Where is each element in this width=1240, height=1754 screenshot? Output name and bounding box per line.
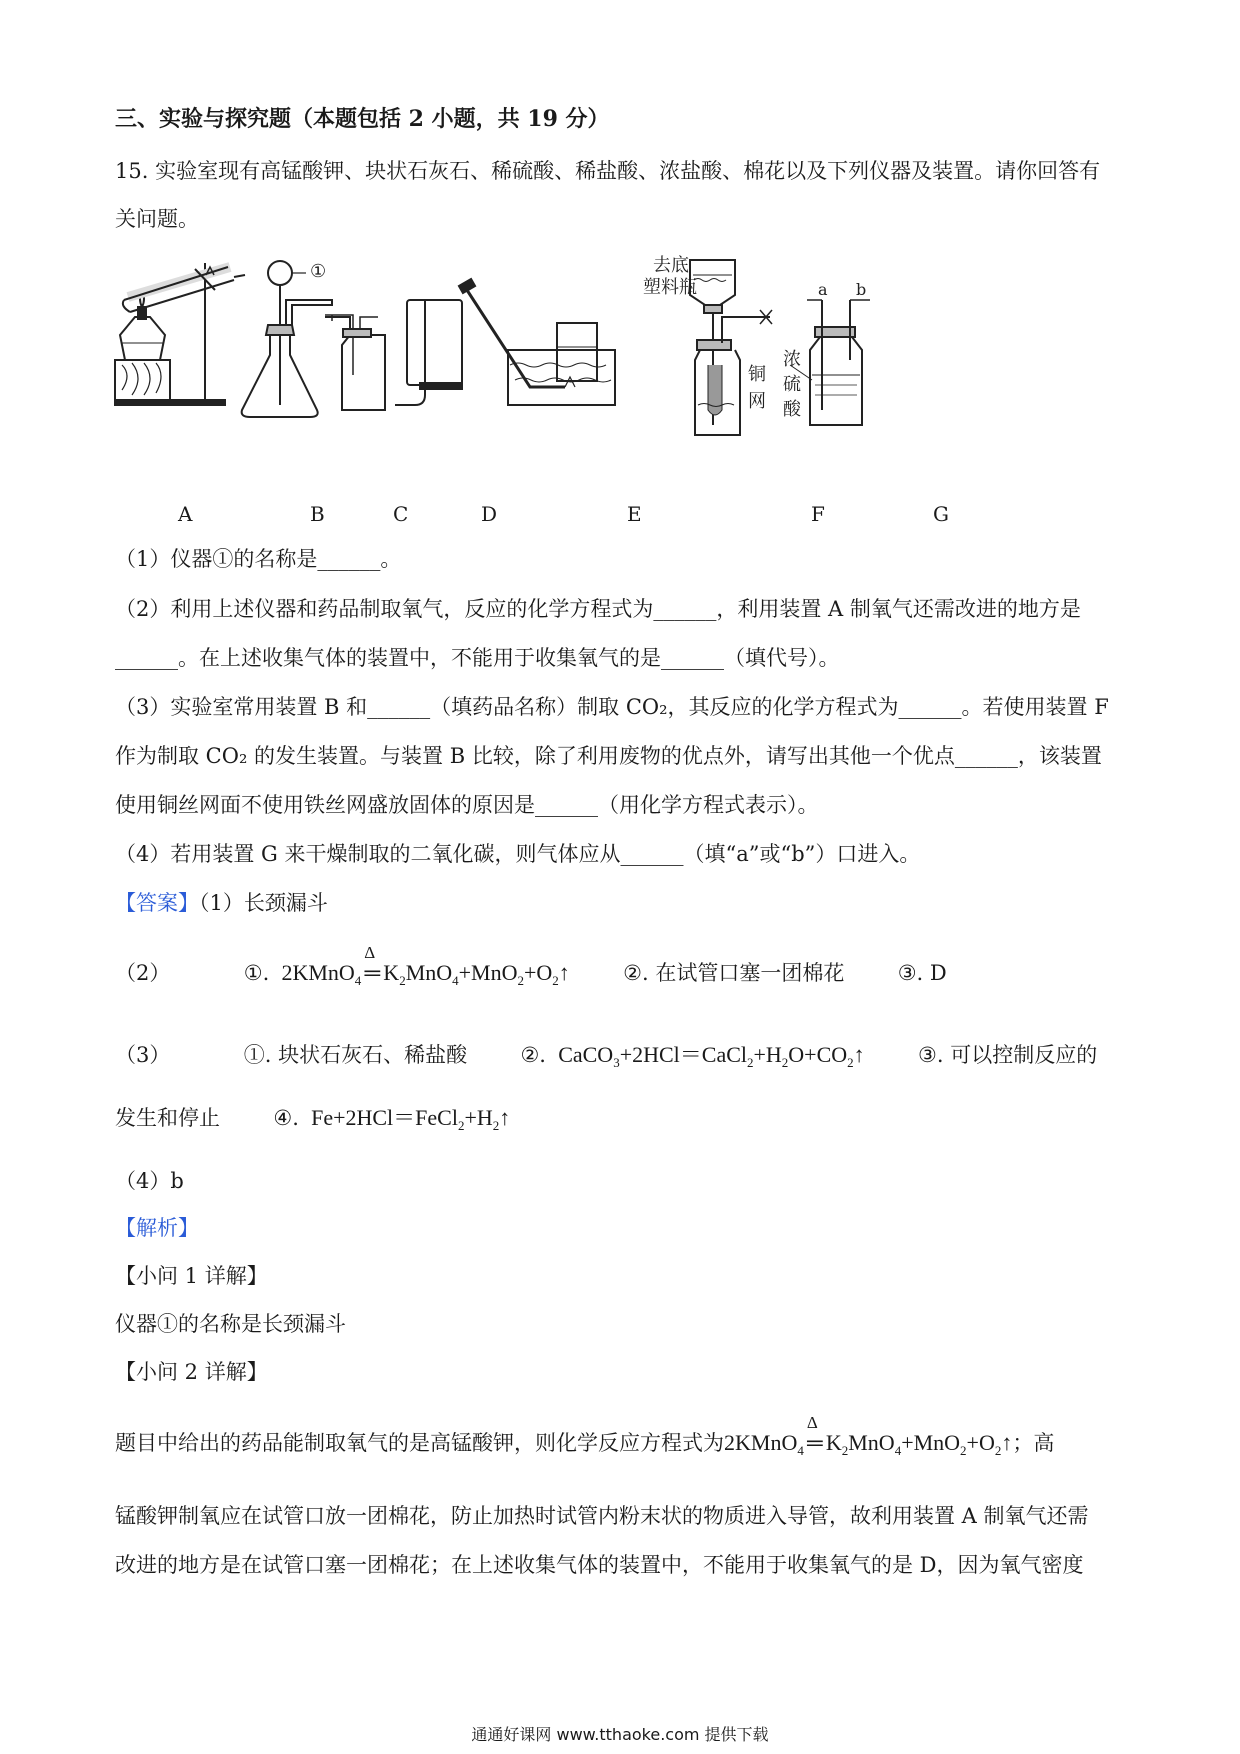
answer-2-prefix: （2） [115, 961, 171, 985]
apparatus-d [395, 300, 462, 405]
analysis-heading-2: 【小问 2 详解】 [115, 1360, 268, 1384]
analysis-p2-pre: 题目中给出的药品能制取氧气的是高锰酸钾，则化学反应方程式为 [115, 1431, 724, 1455]
g-port-b: b [856, 280, 867, 299]
answer-line1 [115, 890, 328, 916]
sub-question-2-line1: （2）利用上述仪器和药品制取氧气，反应的化学方程式为______，利用装置 A 制氧气还需改进的地方是 [115, 597, 1081, 621]
answer-tag: 【答案】 [115, 891, 199, 915]
figure-label-a: A [178, 502, 193, 526]
f-side-label-2: 网 [748, 391, 766, 412]
page-footer: 通通好课网 www.tthaoke.com 提供下载 [471, 1725, 769, 1744]
g-side-label-1: 浓 [783, 349, 801, 370]
answer-3-continuation: 发生和停止 [115, 1106, 220, 1130]
f-label-top-1: 去底 [653, 255, 689, 276]
question-stem-line2: 关问题。 [115, 207, 199, 231]
kmno4-equation: 2KMnO$_4$ Δ ═ $K_2MnO_4+MnO_2+O_2↑$ [275, 943, 570, 988]
answer-3-marker-2: ②. [520, 1043, 546, 1067]
analysis-p2-post: ；高 [1012, 1431, 1055, 1455]
g-port-a: a [818, 280, 828, 299]
analysis-paragraph-2-line3: 改进的地方是在试管口塞一团棉花；在上述收集气体的装置中，不能用于收集氧气的是 D，因为氧气密度 [115, 1553, 1084, 1577]
answer-3-prefix: （3） [115, 1043, 171, 1067]
g-side-label-3: 酸 [783, 399, 801, 420]
analysis-paragraph-1: 仪器①的名称是长颈漏斗 [115, 1312, 346, 1336]
figure-label-d: D [481, 502, 498, 526]
answer-4: （4）b [115, 1169, 184, 1193]
analysis-paragraph-2-line1 [115, 1413, 1055, 1464]
g-side-label-2: 硫 [783, 374, 801, 395]
sub-question-3-line1: （3）实验室常用装置 B 和______（填药品名称）制取 CO₂，其反应的化学方程式为______。若使用装置 F [115, 695, 1109, 719]
answer-line4 [115, 1105, 510, 1139]
apparatus-e [459, 279, 615, 405]
answer-2-marker-3: ③. D [897, 961, 947, 985]
answer-3-marker-3: ③. 可以控制反应的 [918, 1043, 1098, 1067]
question-stem-line1: 15. 实验室现有高锰酸钾、块状石灰石、稀硫酸、稀盐酸、浓盐酸、棉花以及下列仪器及装置。请你回答有 [115, 159, 1101, 183]
analysis-heading-1: 【小问 1 详解】 [115, 1264, 268, 1288]
answer-1: （1）长颈漏斗 [199, 891, 328, 915]
answer-2-marker-2: ②. 在试管口塞一团棉花 [623, 961, 845, 985]
figure-label-c: C [393, 502, 409, 526]
sub-question-4: （4）若用装置 G 来干燥制取的二氧化碳，则气体应从______（填“a”或“b”）口进入。 [115, 842, 921, 866]
caco3-equation: $CaCO_3+2HCl=CaCl_2+H_2O+CO_2↑$ [552, 1042, 865, 1070]
circle-one-label: ① [310, 261, 327, 282]
apparatus-figure [110, 255, 990, 485]
sub-question-2-line2: ______。在上述收集气体的装置中，不能用于收集氧气的是______（填代号）。 [115, 646, 840, 670]
figure-label-b: B [310, 502, 325, 526]
section-title: 三、实验与探究题（本题包括 2 小题，共 19 分） [115, 106, 610, 132]
apparatus-a [115, 263, 245, 405]
apparatus-c [325, 315, 385, 410]
analysis-paragraph-2-line2: 锰酸钾制氧应在试管口放一团棉花，防止加热时试管内粉末状的物质进入导管，故利用装置 A 制氧气还需 [115, 1504, 1089, 1528]
apparatus-g [790, 300, 870, 425]
f-side-label-1: 铜 [748, 364, 766, 385]
f-label-top-2: 塑料瓶 [643, 277, 697, 298]
figure-label-e: E [627, 502, 642, 526]
sub-question-1: （1）仪器①的名称是______。 [115, 547, 402, 571]
answer-3-marker-1: ①. 块状石灰石、稀盐酸 [243, 1043, 468, 1067]
apparatus-b [242, 261, 332, 417]
fe-equation: $Fe+2HCl=FeCl_2+H_2↑$ [305, 1105, 511, 1133]
figure-label-g: G [933, 502, 949, 526]
answer-3-marker-4: ④. [273, 1106, 299, 1130]
kmno4-equation-analysis: 2KMnO$_4$ Δ ═ $K_2MnO_4+MnO_2+O_2↑$ [724, 1413, 1013, 1458]
answer-2-marker-1: ①. [243, 961, 270, 985]
answer-line3 [115, 1042, 1097, 1076]
figure-label-f: F [811, 502, 825, 526]
analysis-tag: 【解析】 [115, 1216, 199, 1240]
answer-line2 [115, 943, 947, 994]
sub-question-3-line2: 作为制取 CO₂ 的发生装置。与装置 B 比较，除了利用废物的优点外，请写出其他一个优点______，该装置 [115, 744, 1102, 768]
sub-question-3-line3: 使用铜丝网面不使用铁丝网盛放固体的原因是______（用化学方程式表示）。 [115, 793, 819, 817]
